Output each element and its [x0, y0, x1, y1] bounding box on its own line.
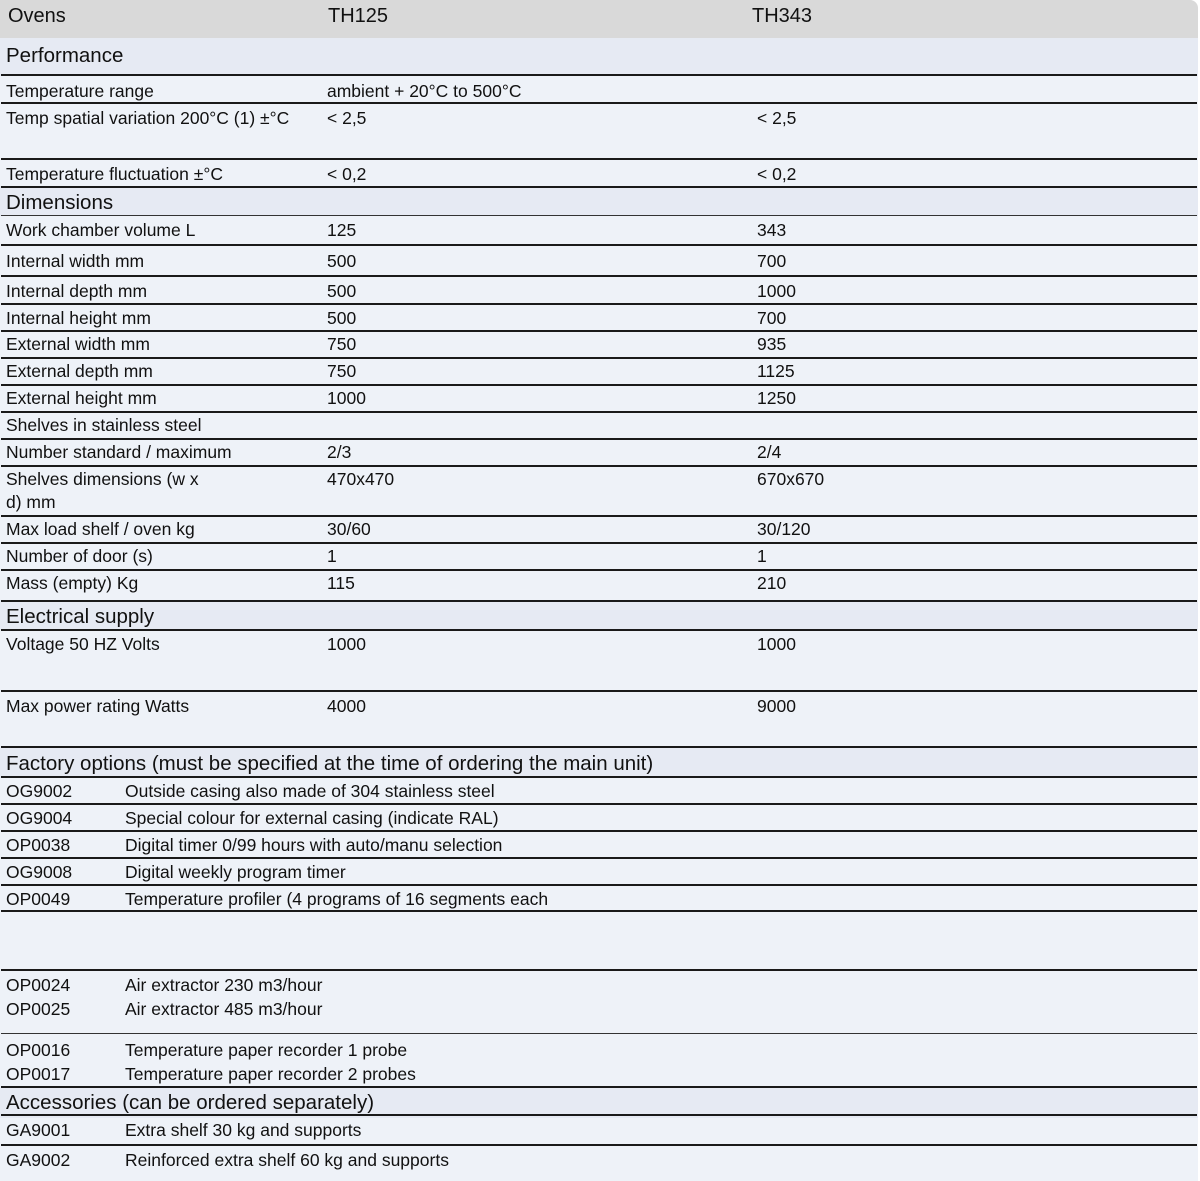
option-desc: Air extractor 485 m3/hour — [125, 999, 323, 1019]
th125-value: 500 — [327, 308, 357, 328]
option-desc: Temperature profiler (4 programs of 16 segments each — [125, 889, 549, 909]
rule-line — [1, 884, 1197, 886]
option-code: OG9008 — [6, 862, 73, 882]
th343-value: 30/120 — [757, 519, 811, 539]
th125-value: 500 — [327, 281, 357, 301]
th125-value: 1000 — [327, 388, 366, 408]
th343-value: 935 — [757, 334, 787, 354]
rule-line — [1, 244, 1197, 246]
th343-value: 1000 — [757, 634, 796, 654]
section-title-electrical: Electrical supply — [6, 605, 155, 628]
row-label: Work chamber volume L — [6, 220, 196, 240]
th125-value: 500 — [327, 251, 357, 271]
rule-line — [1, 158, 1197, 160]
option-code: OP0025 — [6, 999, 71, 1019]
th343-value: 1000 — [757, 281, 796, 301]
option-desc: Air extractor 230 m3/hour — [125, 975, 323, 995]
th125-value: 115 — [327, 573, 355, 593]
rule-line — [1, 102, 1197, 104]
row-label: Shelves dimensions (w x d) mm — [6, 469, 199, 512]
option-code: OG9004 — [6, 808, 73, 828]
row-label: Temp spatial variation 200°C (1) ±°C — [6, 108, 290, 128]
rule-line — [1, 330, 1197, 332]
rule-line — [1, 690, 1197, 692]
row-label: Number of door (s) — [6, 546, 153, 566]
rule-line — [1, 1086, 1197, 1088]
band-electrical — [0, 600, 1198, 630]
option-code: OP0016 — [6, 1040, 71, 1060]
rule-line — [1, 515, 1197, 517]
th343-value: 1125 — [757, 361, 795, 381]
th125-value: 750 — [327, 361, 357, 381]
row-label: External depth mm — [6, 361, 153, 381]
option-code: OP0049 — [6, 889, 71, 909]
rule-line — [1, 74, 1197, 76]
th343-value: 2/4 — [757, 442, 782, 462]
rule-line — [1, 969, 1197, 971]
rule-line — [1, 384, 1197, 386]
th343-value: < 2,5 — [757, 108, 797, 128]
option-desc: Temperature paper recorder 1 probe — [125, 1040, 408, 1060]
option-desc: Special colour for external casing (indicate RAL) — [125, 808, 499, 828]
th125-value: 1 — [327, 546, 337, 566]
row-label: Voltage 50 HZ Volts — [6, 634, 160, 654]
option-code: OP0024 — [6, 975, 71, 995]
row-label: External height mm — [6, 388, 157, 408]
th343-value: 1 — [757, 546, 767, 566]
accessory-desc: Extra shelf 30 kg and supports — [125, 1120, 362, 1140]
rule-line — [1, 600, 1197, 602]
rule-line — [1, 803, 1197, 805]
rule-line — [1, 1033, 1197, 1034]
option-code: OP0017 — [6, 1064, 71, 1084]
rule-line — [1, 776, 1197, 778]
table-header — [0, 0, 1198, 38]
row-label: Number standard / maximum — [6, 442, 232, 462]
rule-line — [1, 411, 1197, 413]
rule-line — [1, 275, 1197, 277]
band-performance — [0, 38, 1198, 76]
th343-value: 700 — [757, 251, 787, 271]
accessory-desc: Reinforced extra shelf 60 kg and supports — [125, 1150, 449, 1170]
row-label: Max load shelf / oven kg — [6, 519, 195, 539]
rule-line — [1, 1144, 1197, 1146]
header-ovens: Ovens — [8, 5, 66, 27]
th343-value: < 0,2 — [757, 164, 797, 184]
row-label: Temperature fluctuation ±°C — [6, 164, 223, 184]
row-label: Temperature range — [6, 81, 154, 101]
option-desc: Outside casing also made of 304 stainless steel — [125, 781, 495, 801]
accessory-code: GA9002 — [6, 1150, 71, 1170]
rule-line — [1, 629, 1197, 631]
th125-value: 750 — [327, 334, 357, 354]
rule-line — [1, 542, 1197, 544]
th125-value: 470x470 — [327, 469, 395, 489]
section-title-performance: Performance — [6, 44, 124, 67]
row-label: Internal width mm — [6, 251, 145, 271]
row-label: Mass (empty) Kg — [6, 573, 139, 593]
option-code: OP0038 — [6, 835, 71, 855]
header-model-th343: TH343 — [752, 5, 813, 27]
th125-value: 1000 — [327, 634, 366, 654]
th125-value: ambient + 20°C to 500°C — [327, 81, 522, 101]
row-label: External width mm — [6, 334, 150, 354]
row-label: Internal height mm — [6, 308, 151, 328]
th125-value: 2/3 — [327, 442, 352, 462]
section-title-accessories: Accessories (can be ordered separately) — [6, 1091, 375, 1114]
section-title-factory-options: Factory options (must be specified at the time of ordering the main unit) — [6, 752, 654, 775]
rule-line — [1, 465, 1197, 467]
th125-value: 30/60 — [327, 519, 371, 539]
option-code: OG9002 — [6, 781, 73, 801]
th343-value: 343 — [757, 220, 787, 240]
header-model-th125: TH125 — [328, 5, 389, 27]
rule-line — [1, 215, 1197, 216]
row-label: Shelves in stainless steel — [6, 415, 202, 435]
rule-line — [1, 746, 1197, 748]
row-label: Internal depth mm — [6, 281, 148, 301]
th125-value: 4000 — [327, 696, 366, 716]
th343-value: 670x670 — [757, 469, 825, 489]
th343-value: 9000 — [757, 696, 796, 716]
option-desc: Digital weekly program timer — [125, 862, 346, 882]
rule-line — [1, 857, 1197, 859]
rule-line — [1, 357, 1197, 359]
band-electrical-rows — [0, 630, 1198, 748]
th125-value: 125 — [327, 220, 357, 240]
th343-value: 210 — [757, 573, 787, 593]
rule-line — [1, 186, 1197, 188]
band-dimensions — [0, 186, 1198, 216]
th343-value: 700 — [757, 308, 787, 328]
section-title-dimensions: Dimensions — [6, 191, 114, 214]
accessory-code: GA9001 — [6, 1120, 71, 1140]
th125-value: < 0,2 — [327, 164, 367, 184]
rule-line — [1, 569, 1197, 571]
rule-line — [1, 438, 1197, 440]
row-label: Max power rating Watts — [6, 696, 190, 716]
rule-line — [1, 303, 1197, 305]
option-desc: Digital timer 0/99 hours with auto/manu selection — [125, 835, 503, 855]
th125-value: < 2,5 — [327, 108, 367, 128]
th343-value: 1250 — [757, 388, 796, 408]
option-desc: Temperature paper recorder 2 probes — [125, 1064, 416, 1084]
rule-line — [1, 830, 1197, 832]
